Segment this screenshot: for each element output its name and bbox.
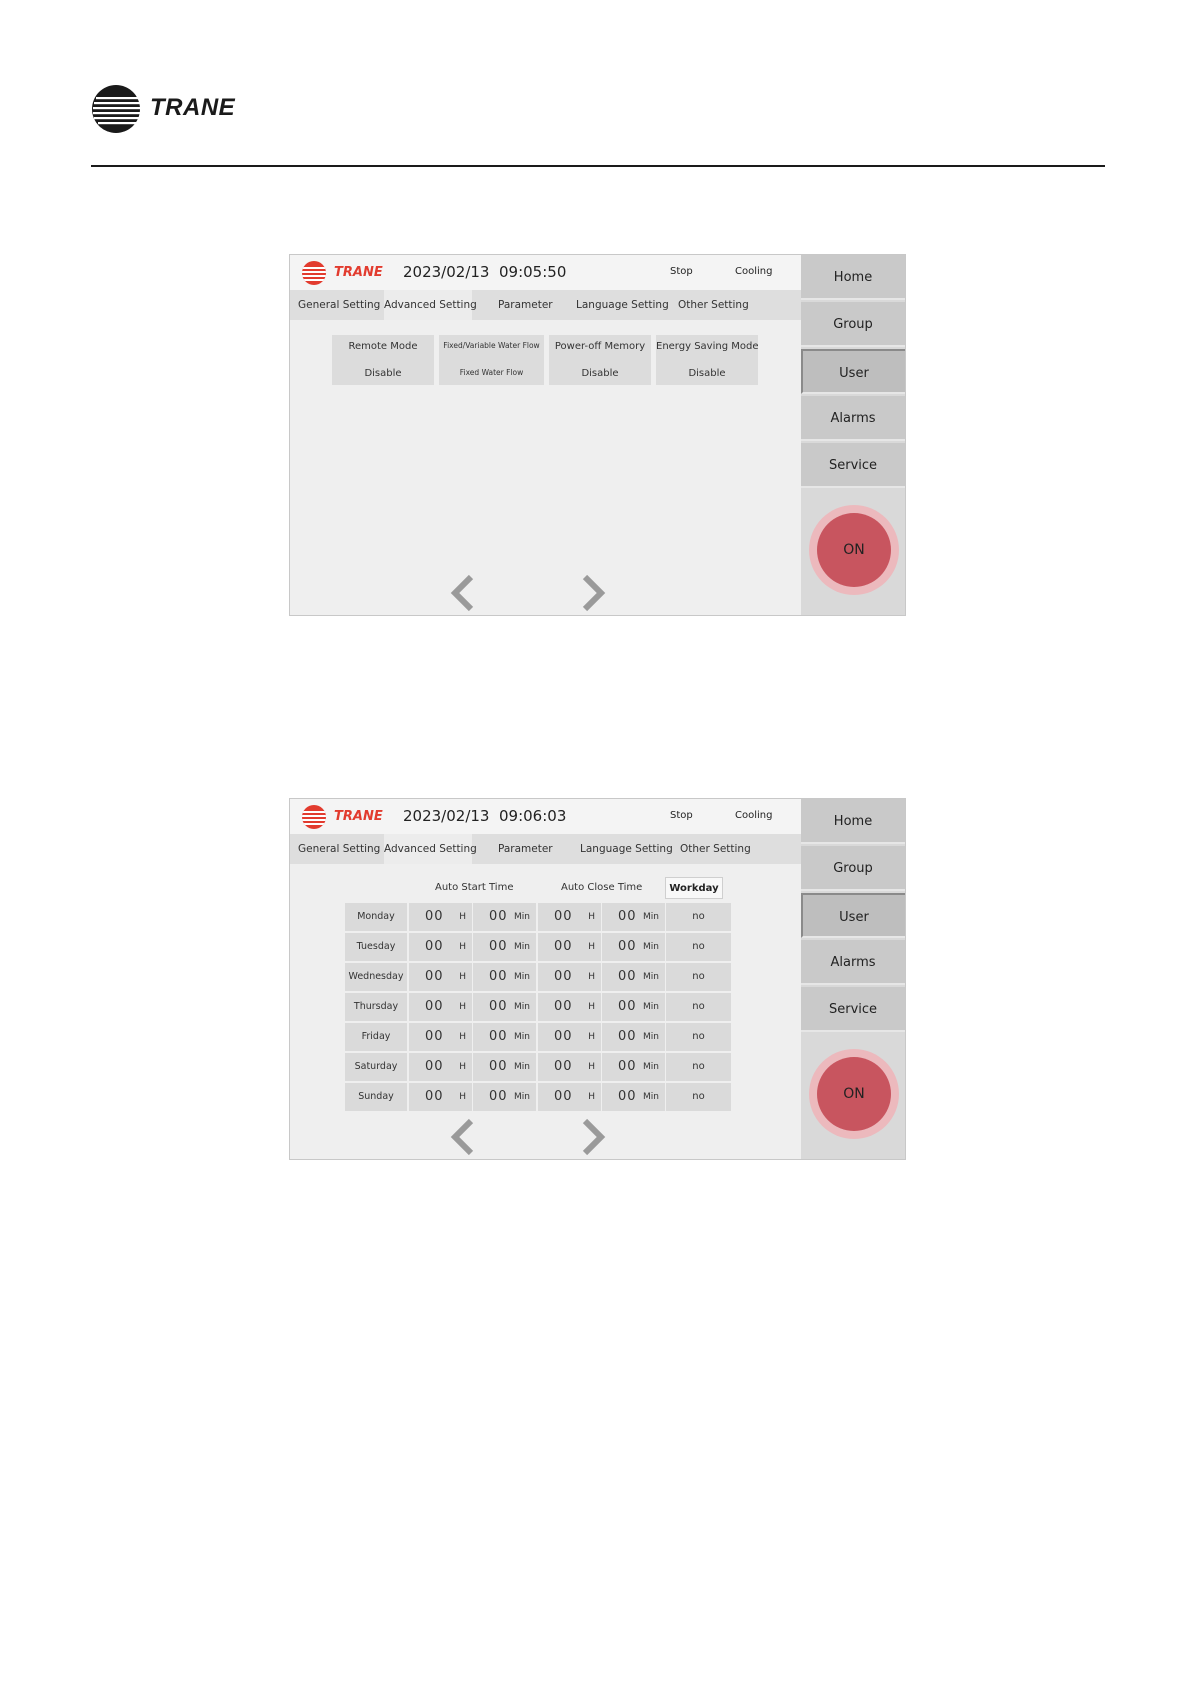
start-h-value[interactable]: 00 <box>425 1059 444 1074</box>
start-m-value[interactable]: 00 <box>489 1089 508 1104</box>
unit-label: H <box>588 1032 595 1042</box>
close-h-value[interactable]: 00 <box>554 1059 573 1074</box>
schedule-row-sunday <box>345 1083 731 1113</box>
unit-label: Min <box>643 1092 659 1102</box>
close-h-value[interactable]: 00 <box>554 969 573 984</box>
unit-label: H <box>459 942 466 952</box>
schedule-row-friday <box>345 1023 731 1053</box>
status-bar <box>290 255 801 290</box>
unit-status: Stop <box>670 266 693 277</box>
start-m-value[interactable]: 00 <box>489 999 508 1014</box>
day-label: Thursday <box>345 993 407 1021</box>
schedule-row-saturday <box>345 1053 731 1083</box>
tab-parameter[interactable]: Parameter <box>498 299 553 311</box>
close-m-value[interactable]: 00 <box>618 1089 637 1104</box>
card-value: Disable <box>688 368 726 379</box>
start-m-field <box>473 1053 536 1081</box>
start-m-value[interactable]: 00 <box>489 939 508 954</box>
schedule-row-wednesday <box>345 963 731 993</box>
unit-label: Min <box>643 942 659 952</box>
workday-toggle[interactable]: no <box>666 1053 731 1081</box>
start-m-field <box>473 1023 536 1051</box>
unit-label: H <box>588 1092 595 1102</box>
unit-label: Min <box>514 1002 530 1012</box>
start-h-value[interactable]: 00 <box>425 909 444 924</box>
start-h-value[interactable]: 00 <box>425 1089 444 1104</box>
card-title: Fixed/Variable Water Flow <box>443 341 540 350</box>
unit-mode: Cooling <box>735 810 773 821</box>
unit-label: H <box>588 972 595 982</box>
card-title: Power-off Memory <box>554 341 646 352</box>
start-m-field <box>473 933 536 961</box>
close-m-value[interactable]: 00 <box>618 999 637 1014</box>
sidebar-item-user[interactable]: User <box>801 349 905 394</box>
unit-label: Min <box>514 1062 530 1072</box>
start-h-field <box>409 1053 472 1081</box>
close-m-field <box>602 1023 665 1051</box>
auto-start-header: Auto Start Time <box>435 882 514 893</box>
unit-label: H <box>588 912 595 922</box>
sidebar-item-service[interactable]: Service <box>801 987 905 1032</box>
unit-label: Min <box>643 972 659 982</box>
close-h-value[interactable]: 00 <box>554 909 573 924</box>
start-h-value[interactable]: 00 <box>425 969 444 984</box>
unit-status: Stop <box>670 810 693 821</box>
card-title: Energy Saving Mode <box>656 341 759 352</box>
workday-toggle[interactable]: no <box>666 1083 731 1111</box>
start-m-value[interactable]: 00 <box>489 1029 508 1044</box>
close-m-value[interactable]: 00 <box>618 909 637 924</box>
time-display: 09:05:50 <box>499 263 567 281</box>
sidebar-item-service[interactable]: Service <box>801 443 905 488</box>
unit-label: H <box>459 1032 466 1042</box>
start-h-value[interactable]: 00 <box>425 1029 444 1044</box>
close-h-field <box>538 903 601 931</box>
start-m-field <box>473 993 536 1021</box>
sidebar-item-user[interactable]: User <box>801 893 905 938</box>
water-flow-card[interactable] <box>439 335 544 385</box>
schedule-row-tuesday <box>345 933 731 963</box>
unit-mode: Cooling <box>735 266 773 277</box>
power-on-button[interactable]: ON <box>817 513 891 587</box>
unit-label: Min <box>514 942 530 952</box>
day-label: Wednesday <box>345 963 407 991</box>
power-on-button[interactable]: ON <box>817 1057 891 1131</box>
sidebar-item-group[interactable]: Group <box>801 302 905 347</box>
close-m-field <box>602 1053 665 1081</box>
settings-tabs <box>290 834 801 864</box>
day-label: Saturday <box>345 1053 407 1081</box>
close-h-value[interactable]: 00 <box>554 1089 573 1104</box>
start-h-value[interactable]: 00 <box>425 939 444 954</box>
start-h-field <box>409 903 472 931</box>
unit-label: H <box>459 972 466 982</box>
workday-toggle[interactable]: no <box>666 933 731 961</box>
tab-general-setting[interactable]: General Setting <box>298 843 381 855</box>
unit-label: Min <box>514 972 530 982</box>
close-h-value[interactable]: 00 <box>554 999 573 1014</box>
schedule-row-monday <box>345 903 731 933</box>
settings-tabs <box>290 290 801 320</box>
close-h-field <box>538 933 601 961</box>
close-m-field <box>602 1083 665 1111</box>
screen-schedule <box>289 798 906 1160</box>
tab-other-setting[interactable]: Other Setting <box>680 843 751 855</box>
close-m-field <box>602 903 665 931</box>
start-h-value[interactable]: 00 <box>425 999 444 1014</box>
date-display: 2023/02/13 <box>403 263 490 281</box>
unit-label: H <box>459 912 466 922</box>
chevron-right-icon[interactable] <box>579 1117 609 1157</box>
sidebar <box>801 799 905 1159</box>
close-m-value[interactable]: 00 <box>618 969 637 984</box>
close-h-field <box>538 1053 601 1081</box>
unit-label: H <box>459 1062 466 1072</box>
close-h-value[interactable]: 00 <box>554 1029 573 1044</box>
power-button-ring <box>809 505 899 595</box>
sidebar-item-group[interactable]: Group <box>801 846 905 891</box>
app-logo-icon <box>302 261 326 285</box>
time-display: 09:06:03 <box>499 807 567 825</box>
tab-general-setting[interactable]: General Setting <box>298 299 381 311</box>
unit-label: Min <box>643 912 659 922</box>
close-h-field <box>538 1083 601 1111</box>
tab-advanced-setting[interactable]: Advanced Setting <box>384 290 472 320</box>
tab-parameter[interactable]: Parameter <box>498 843 553 855</box>
day-label: Sunday <box>345 1083 407 1111</box>
tab-language-setting[interactable]: Language Setting <box>580 843 673 855</box>
app-brand: TRANE <box>334 809 383 824</box>
sidebar-item-home[interactable]: Home <box>801 799 905 844</box>
close-m-value[interactable]: 00 <box>618 939 637 954</box>
start-m-value[interactable]: 00 <box>489 1059 508 1074</box>
workday-button[interactable]: Workday <box>665 877 723 899</box>
close-m-value[interactable]: 00 <box>618 1059 637 1074</box>
power-button-ring <box>809 1049 899 1139</box>
doc-brand: TRANE <box>150 94 236 121</box>
card-value: Disable <box>364 368 402 379</box>
energy-saving-card[interactable] <box>656 335 758 385</box>
sidebar <box>801 255 905 615</box>
unit-label: Min <box>514 912 530 922</box>
close-m-field <box>602 933 665 961</box>
workday-toggle[interactable]: no <box>666 1023 731 1051</box>
power-off-memory-card[interactable] <box>549 335 651 385</box>
day-label: Monday <box>345 903 407 931</box>
start-h-field <box>409 933 472 961</box>
start-m-value[interactable]: 00 <box>489 909 508 924</box>
app-logo-icon <box>302 805 326 829</box>
workday-toggle[interactable]: no <box>666 993 731 1021</box>
start-m-field <box>473 903 536 931</box>
close-h-field <box>538 963 601 991</box>
day-label: Friday <box>345 1023 407 1051</box>
header-rule <box>91 165 1105 167</box>
screen-advanced-settings <box>289 254 906 616</box>
close-h-field <box>538 1023 601 1051</box>
unit-label: H <box>459 1092 466 1102</box>
chevron-left-icon[interactable] <box>447 573 477 613</box>
close-m-value[interactable]: 00 <box>618 1029 637 1044</box>
unit-label: Min <box>514 1032 530 1042</box>
sidebar-item-alarms[interactable]: Alarms <box>801 940 905 985</box>
unit-label: H <box>459 1002 466 1012</box>
start-h-field <box>409 993 472 1021</box>
tab-other-setting[interactable]: Other Setting <box>678 299 749 311</box>
app-brand: TRANE <box>334 265 383 280</box>
tab-advanced-setting[interactable]: Advanced Setting <box>384 834 472 864</box>
sidebar-item-home[interactable]: Home <box>801 255 905 300</box>
card-value: Fixed Water Flow <box>459 368 524 377</box>
workday-toggle[interactable]: no <box>666 963 731 991</box>
unit-label: H <box>588 1002 595 1012</box>
sidebar-item-alarms[interactable]: Alarms <box>801 396 905 441</box>
close-m-field <box>602 993 665 1021</box>
start-m-field <box>473 963 536 991</box>
card-value: Disable <box>581 368 619 379</box>
card-title: Remote Mode <box>348 341 418 352</box>
start-h-field <box>409 963 472 991</box>
close-h-field <box>538 993 601 1021</box>
chevron-left-icon[interactable] <box>447 1117 477 1157</box>
unit-label: Min <box>643 1032 659 1042</box>
unit-label: Min <box>514 1092 530 1102</box>
unit-label: H <box>588 1062 595 1072</box>
unit-label: H <box>588 942 595 952</box>
tab-language-setting[interactable]: Language Setting <box>576 299 669 311</box>
start-h-field <box>409 1023 472 1051</box>
chevron-right-icon[interactable] <box>579 573 609 613</box>
start-m-value[interactable]: 00 <box>489 969 508 984</box>
auto-close-header: Auto Close Time <box>561 882 643 893</box>
remote-mode-card[interactable] <box>332 335 434 385</box>
unit-label: Min <box>643 1062 659 1072</box>
date-display: 2023/02/13 <box>403 807 490 825</box>
day-label: Tuesday <box>345 933 407 961</box>
start-m-field <box>473 1083 536 1111</box>
close-h-value[interactable]: 00 <box>554 939 573 954</box>
schedule-row-thursday <box>345 993 731 1023</box>
unit-label: Min <box>643 1002 659 1012</box>
workday-toggle[interactable]: no <box>666 903 731 931</box>
schedule-table <box>345 903 731 1113</box>
status-bar <box>290 799 801 834</box>
close-m-field <box>602 963 665 991</box>
start-h-field <box>409 1083 472 1111</box>
